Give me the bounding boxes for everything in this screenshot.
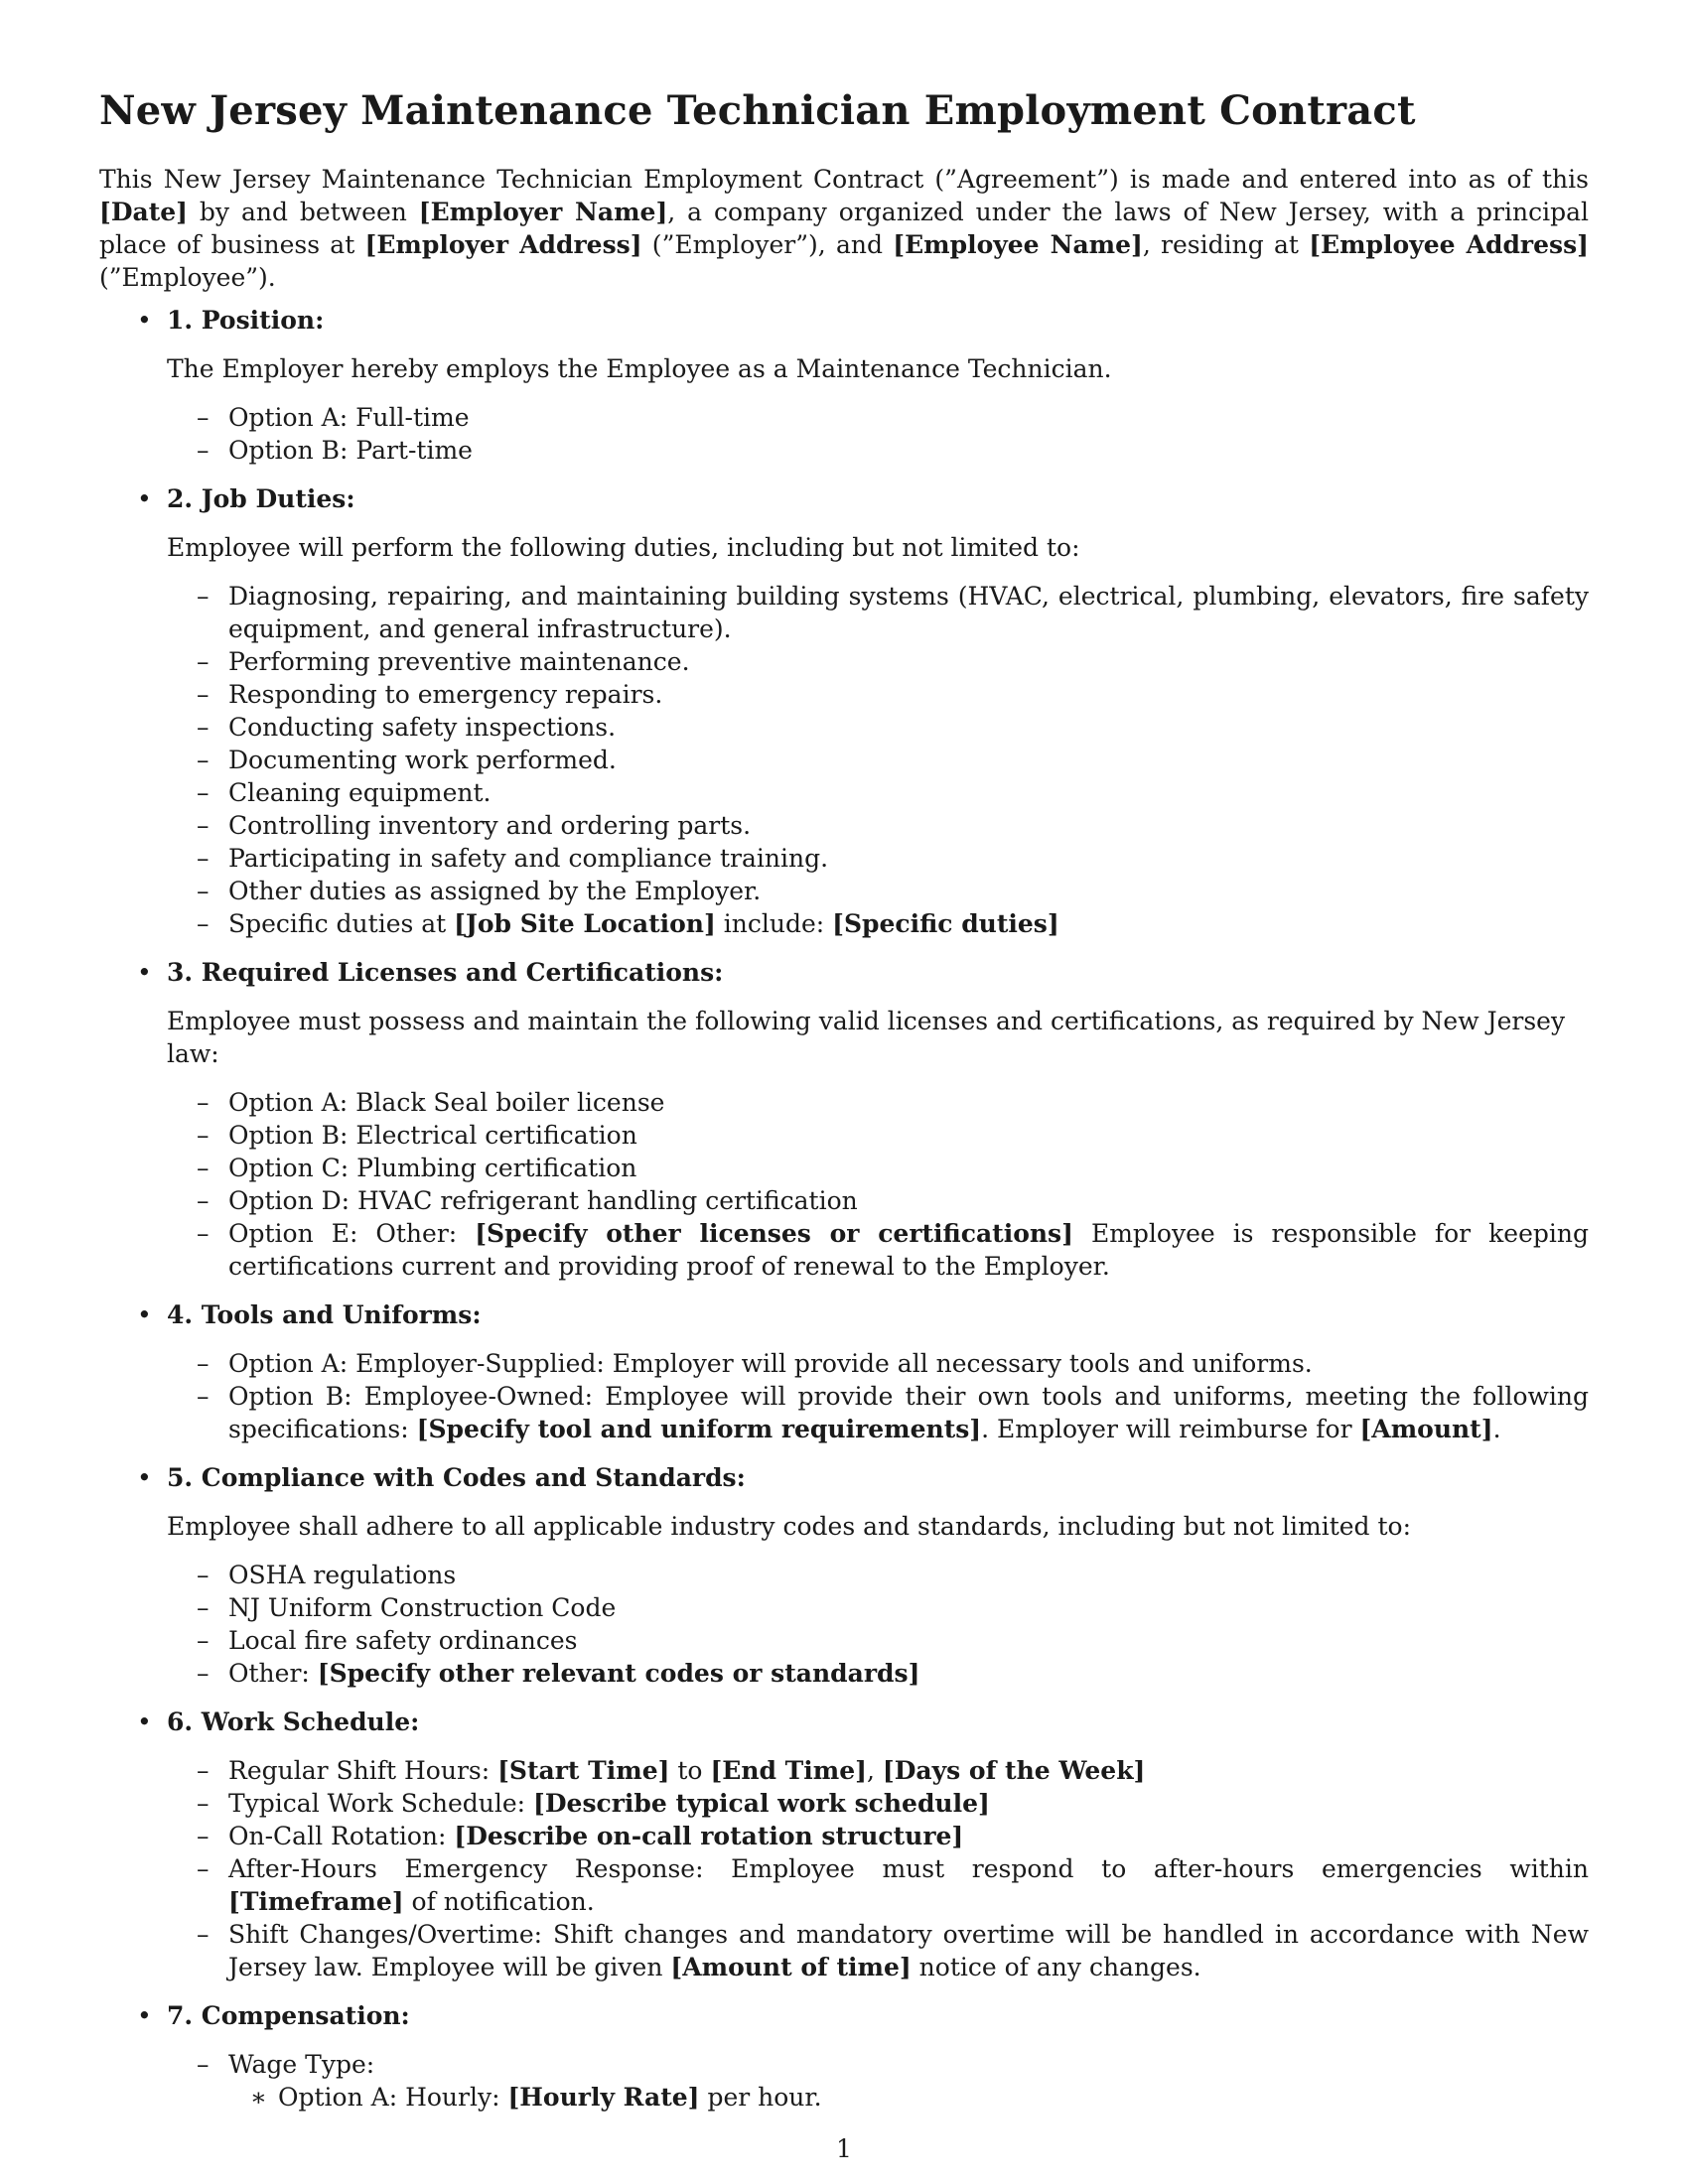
employer-address-placeholder: [Employer Address] <box>364 230 642 259</box>
bullet-icon: • <box>137 958 152 987</box>
list-item <box>167 1852 1589 1918</box>
list-item <box>167 580 1589 645</box>
item-text: Option A: Black Seal boiler license <box>228 1088 665 1117</box>
amount-placeholder: [Amount] <box>1359 1415 1493 1443</box>
wage-options-list <box>228 2081 1589 2114</box>
item-text: Option B: Employee-Owned: Employee will provide their own tools and uniforms, meeting the following specifications: <box>228 1382 1589 1443</box>
item-text: to <box>669 1756 711 1785</box>
intro-text: (”Employer”), and <box>641 230 894 259</box>
dash-icon: – <box>197 1349 210 1378</box>
item-text: , <box>866 1756 883 1785</box>
item-text: of notification. <box>403 1887 595 1916</box>
item-text: Responding to emergency repairs. <box>228 680 663 709</box>
list-item <box>167 1754 1589 1787</box>
item-text: Typical Work Schedule: <box>228 1789 534 1818</box>
dash-icon: – <box>197 1154 210 1182</box>
item-text: OSHA regulations <box>228 1561 457 1589</box>
hourly-rate-placeholder: [Hourly Rate] <box>507 2083 700 2112</box>
other-licenses-placeholder: [Specify other licenses or certifications] <box>475 1219 1073 1248</box>
item-text: Option B: Part-time <box>228 436 473 465</box>
section-position <box>99 304 1589 467</box>
list-item <box>167 1086 1589 1119</box>
typical-schedule-placeholder: [Describe typical work schedule] <box>533 1789 990 1818</box>
list-item <box>167 1347 1589 1380</box>
list-item <box>167 1657 1589 1690</box>
start-time-placeholder: [Start Time] <box>497 1756 670 1785</box>
list-item <box>167 2048 1589 2114</box>
section-description: Employee must possess and maintain the following valid licenses and certifications, as required by New Jersey law: <box>167 1007 1566 1068</box>
section-title: 7. Compensation: <box>167 2001 410 2030</box>
list-item <box>167 1624 1589 1657</box>
dash-icon: – <box>197 1854 210 1883</box>
section-licenses <box>99 956 1589 1283</box>
item-text: notice of any changes. <box>911 1953 1201 1981</box>
tools-list <box>167 1347 1589 1445</box>
days-placeholder: [Days of the Week] <box>882 1756 1146 1785</box>
bullet-icon: • <box>137 1707 152 1736</box>
item-text: Controlling inventory and ordering parts. <box>228 811 752 840</box>
item-text: Conducting safety inspections. <box>228 713 617 742</box>
section-title: 2. Job Duties: <box>167 484 355 513</box>
other-codes-placeholder: [Specify other relevant codes or standards] <box>317 1659 920 1688</box>
item-text: On-Call Rotation: <box>228 1822 455 1850</box>
item-text: Option D: HVAC refrigerant handling certification <box>228 1186 858 1215</box>
end-time-placeholder: [End Time] <box>710 1756 867 1785</box>
dash-icon: – <box>197 1382 210 1411</box>
dash-icon: – <box>197 877 210 905</box>
schedule-list <box>167 1754 1589 1983</box>
dash-icon: – <box>197 582 210 611</box>
item-text: Wage Type: <box>228 2050 375 2079</box>
item-text: Option C: Plumbing certification <box>228 1154 637 1182</box>
item-text: include: <box>715 909 833 938</box>
codes-list <box>167 1559 1589 1690</box>
section-compliance <box>99 1461 1589 1690</box>
compensation-list <box>167 2048 1589 2114</box>
list-item <box>167 1380 1589 1445</box>
bullet-icon: • <box>137 306 152 335</box>
dash-icon: – <box>197 713 210 742</box>
intro-text: This New Jersey Maintenance Technician Employment Contract (”Agreement”) is made and entered into as of this <box>99 165 1589 194</box>
item-text: Local fire safety ordinances <box>228 1626 578 1655</box>
timeframe-placeholder: [Timeframe] <box>228 1887 404 1916</box>
duties-list <box>167 580 1589 940</box>
licenses-list <box>167 1086 1589 1283</box>
item-text: . Employer will reimburse for <box>981 1415 1360 1443</box>
employee-address-placeholder: [Employee Address] <box>1309 230 1589 259</box>
dash-icon: – <box>197 1659 210 1688</box>
list-item <box>167 809 1589 842</box>
item-text: Shift Changes/Overtime: Shift changes and mandatory overtime will be handled in accordance with New Jersey law. Employee will be given <box>228 1920 1589 1981</box>
dash-icon: – <box>197 1789 210 1818</box>
dash-icon: – <box>197 1756 210 1785</box>
item-text: Other: <box>228 1659 318 1688</box>
item-text: per hour. <box>699 2083 822 2112</box>
option-list <box>167 401 1589 467</box>
bullet-icon: • <box>137 484 152 513</box>
sub-list-item <box>228 2081 1589 2114</box>
asterisk-icon: ∗ <box>250 2083 267 2112</box>
dash-icon: – <box>197 909 210 938</box>
item-text: After-Hours Emergency Response: Employee must respond to after-hours emergencies within <box>228 1854 1589 1883</box>
item-text: Cleaning equipment. <box>228 778 492 807</box>
list-item <box>167 434 1589 467</box>
dash-icon: – <box>197 1186 210 1215</box>
item-text: Specific duties at <box>228 909 455 938</box>
document-title: New Jersey Maintenance Technician Employment Contract <box>99 87 1416 134</box>
intro-text: by and between <box>188 198 419 226</box>
dash-icon: – <box>197 1561 210 1589</box>
dash-icon: – <box>197 1626 210 1655</box>
item-text: Option B: Electrical certification <box>228 1121 637 1150</box>
bullet-icon: • <box>137 1463 152 1492</box>
section-tools-uniforms <box>99 1298 1589 1445</box>
dash-icon: – <box>197 647 210 676</box>
list-item <box>167 1559 1589 1591</box>
dash-icon: – <box>197 746 210 774</box>
list-item <box>167 1591 1589 1624</box>
intro-paragraph <box>99 163 1589 294</box>
section-description: Employee shall adhere to all applicable industry codes and standards, including but not limited to: <box>167 1512 1412 1541</box>
section-work-schedule <box>99 1706 1589 1983</box>
dash-icon: – <box>197 811 210 840</box>
dash-icon: – <box>197 1822 210 1850</box>
section-title: 3. Required Licenses and Certifications: <box>167 958 724 987</box>
list-item <box>167 1918 1589 1983</box>
specific-duties-placeholder: [Specific duties] <box>832 909 1059 938</box>
item-text: Documenting work performed. <box>228 746 617 774</box>
section-description: The Employer hereby employs the Employee as a Maintenance Technician. <box>167 354 1112 383</box>
list-item <box>167 1787 1589 1820</box>
list-item <box>167 678 1589 711</box>
section-title: 5. Compliance with Codes and Standards: <box>167 1463 746 1492</box>
intro-text: , a company organized under the laws of New Jersey, with a principal place of business at <box>99 198 1589 259</box>
bullet-icon: • <box>137 1300 152 1329</box>
dash-icon: – <box>197 1920 210 1949</box>
section-job-duties <box>99 482 1589 940</box>
amount-of-time-placeholder: [Amount of time] <box>670 1953 912 1981</box>
list-item <box>167 711 1589 744</box>
tool-requirements-placeholder: [Specify tool and uniform requirements] <box>416 1415 982 1443</box>
item-text: Option A: Full-time <box>228 403 470 432</box>
item-text: Performing preventive maintenance. <box>228 647 690 676</box>
date-placeholder: [Date] <box>99 198 188 226</box>
item-text: Employee is responsible for keeping certifications current and providing proof of renewal to the Employer. <box>228 1219 1589 1281</box>
dash-icon: – <box>197 844 210 873</box>
section-title: 6. Work Schedule: <box>167 1707 420 1736</box>
item-text: NJ Uniform Construction Code <box>228 1593 617 1622</box>
list-item <box>167 645 1589 678</box>
item-text: . <box>1492 1415 1501 1443</box>
item-text: Participating in safety and compliance training. <box>228 844 829 873</box>
item-text: Other duties as assigned by the Employer. <box>228 877 762 905</box>
employer-name-placeholder: [Employer Name] <box>418 198 668 226</box>
list-item <box>167 1217 1589 1283</box>
item-text: Option A: Hourly: <box>278 2083 508 2112</box>
list-item <box>167 1184 1589 1217</box>
list-item <box>167 842 1589 875</box>
intro-text: (”Employee”). <box>99 263 276 292</box>
employee-name-placeholder: [Employee Name] <box>893 230 1143 259</box>
list-item <box>167 776 1589 809</box>
job-site-location-placeholder: [Job Site Location] <box>454 909 716 938</box>
section-title: 4. Tools and Uniforms: <box>167 1300 482 1329</box>
list-item <box>167 1820 1589 1852</box>
section-title: 1. Position: <box>167 306 325 335</box>
dash-icon: – <box>197 1121 210 1150</box>
item-text: Option A: Employer-Supplied: Employer will provide all necessary tools and uniforms. <box>228 1349 1313 1378</box>
dash-icon: – <box>197 1088 210 1117</box>
bullet-icon: • <box>137 2001 152 2030</box>
dash-icon: – <box>197 2050 210 2079</box>
dash-icon: – <box>197 778 210 807</box>
item-text: Diagnosing, repairing, and maintaining building systems (HVAC, electrical, plumbing, elevators, fire safety equipment, and general infrastructure). <box>228 582 1589 643</box>
list-item <box>167 907 1589 940</box>
section-description: Employee will perform the following duties, including but not limited to: <box>167 533 1080 562</box>
list-item <box>167 1152 1589 1184</box>
intro-text: , residing at <box>1142 230 1310 259</box>
page-number: 1 <box>836 2134 852 2163</box>
item-text: Option E: Other: <box>228 1219 476 1248</box>
dash-icon: – <box>197 436 210 465</box>
contract-page <box>99 85 1589 2129</box>
sections-list <box>99 304 1589 2114</box>
on-call-placeholder: [Describe on-call rotation structure] <box>454 1822 964 1850</box>
dash-icon: – <box>197 1593 210 1622</box>
dash-icon: – <box>197 1219 210 1248</box>
dash-icon: – <box>197 403 210 432</box>
list-item <box>167 1119 1589 1152</box>
item-text: Regular Shift Hours: <box>228 1756 498 1785</box>
list-item <box>167 875 1589 907</box>
list-item <box>167 401 1589 434</box>
list-item <box>167 744 1589 776</box>
dash-icon: – <box>197 680 210 709</box>
section-compensation <box>99 1999 1589 2114</box>
